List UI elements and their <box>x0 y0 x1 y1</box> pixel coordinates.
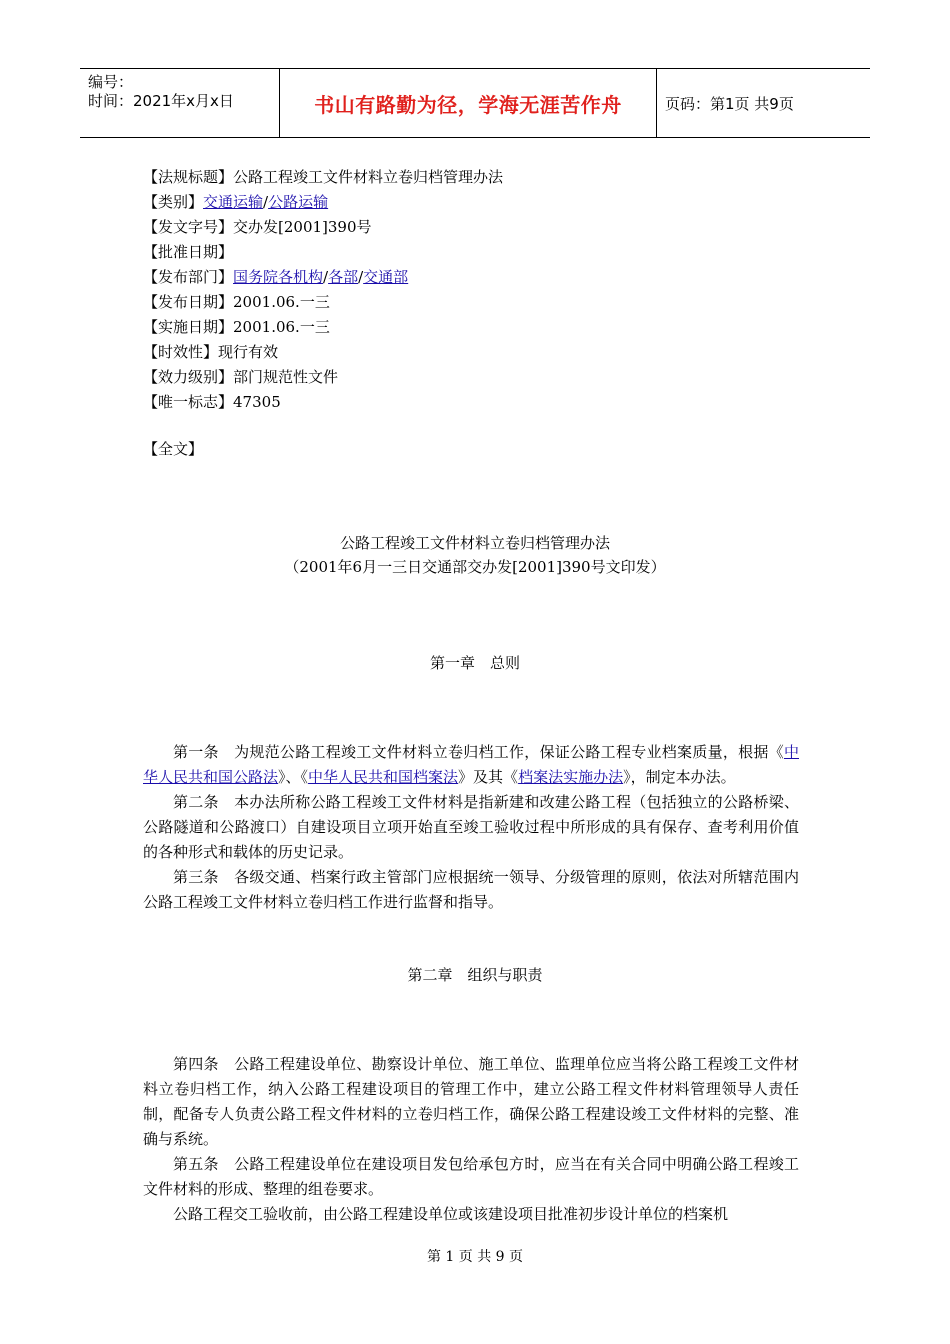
header-left-cell <box>80 69 280 137</box>
header-time-label: 时间：2021年x月x日 <box>88 92 234 110</box>
article-3: 第三条 各级交通、档案行政主管部门应根据统一领导、分级管理的原则，依法对所辖范围内公路工程竣工文件材料立卷归档工作进行监督和指导。 <box>143 868 799 911</box>
metadata-block <box>143 165 503 462</box>
dept-link-ministries[interactable]: 各部 <box>328 268 359 286</box>
meta-fulltext-line <box>143 437 503 462</box>
meta-category-label: 【类别】 <box>143 193 204 211</box>
chapter2-body <box>143 1052 799 1227</box>
article-5: 第五条 公路工程建设单位在建设项目发包给承包方时，应当在有关合同中明确公路工程竣工文件材料的形成、整理的组卷要求。 <box>143 1155 799 1198</box>
meta-effdate-line <box>143 315 503 340</box>
meta-effdate-label: 【实施日期】 <box>143 318 234 336</box>
page-header <box>80 68 870 138</box>
meta-title-value: 公路工程竣工文件材料立卷归档管理办法 <box>233 168 504 186</box>
meta-docno-label: 【发文字号】 <box>143 218 234 236</box>
meta-dept-label: 【发布部门】 <box>143 268 234 286</box>
chapter1-body <box>143 740 799 915</box>
meta-pubdate-value: 2001.06.一三 <box>233 293 330 311</box>
chapter1-heading: 第一章 总则 <box>429 654 520 672</box>
meta-docno-value: 交办发[2001]390号 <box>233 218 372 236</box>
dept-link-state-council[interactable]: 国务院各机构 <box>233 268 324 286</box>
article-1-text: 》及其《 <box>458 768 519 786</box>
dept-link-ministry-transport[interactable]: 交通部 <box>363 268 409 286</box>
article-1 <box>143 740 799 790</box>
link-highway-law[interactable]: 中华人民共和国公路法 <box>143 743 799 786</box>
meta-title-label: 【法规标题】 <box>143 168 234 186</box>
separator: / <box>263 193 269 211</box>
category-link-transport[interactable]: 交通运输 <box>203 193 264 211</box>
meta-docno-line <box>143 215 503 240</box>
separator: / <box>358 268 364 286</box>
category-link-road-transport[interactable]: 公路运输 <box>268 193 329 211</box>
page-footer: 第 1 页 共 9 页 <box>426 1249 524 1265</box>
meta-dept-line <box>143 265 503 290</box>
meta-title-line <box>143 165 503 190</box>
article-1-text: 第一条 为规范公路工程竣工文件材料立卷归档工作，保证公路工程专业档案质量，根据《 <box>173 743 784 761</box>
article-1-text: 》，制定本办法。 <box>623 768 736 786</box>
meta-approve-label: 【批准日期】 <box>143 243 234 261</box>
meta-uid-line <box>143 390 503 415</box>
meta-fulltext-label: 【全文】 <box>143 440 204 458</box>
meta-pubdate-line <box>143 290 503 315</box>
meta-level-value: 部门规范性文件 <box>233 368 339 386</box>
meta-effdate-value: 2001.06.一三 <box>233 318 330 336</box>
article-2: 第二条 本办法所称公路工程竣工文件材料是指新建和改建公路工程（包括独立的公路桥梁、公路隧道和公路渡口）自建设项目立项开始直至竣工验收过程中所形成的具有保存、查考利用价值的各种形式和载体的历史记录。 <box>143 793 799 861</box>
meta-uid-value: 47305 <box>233 393 281 411</box>
header-number-label: 编号： <box>88 73 134 91</box>
header-motto: 书山有路勤为径，学海无涯苦作舟 <box>280 69 657 137</box>
meta-level-label: 【效力级别】 <box>143 368 234 386</box>
link-archives-law-rules[interactable]: 档案法实施办法 <box>518 768 624 786</box>
meta-category-line <box>143 190 503 215</box>
chapter2-heading: 第二章 组织与职责 <box>407 966 543 984</box>
header-page-info: 页码：第1页 共9页 <box>665 94 794 113</box>
meta-level-line <box>143 365 503 390</box>
meta-pubdate-label: 【发布日期】 <box>143 293 234 311</box>
article-5-continued: 公路工程交工验收前，由公路工程建设单位或该建设项目批准初步设计单位的档案机 <box>173 1205 729 1223</box>
meta-validity-line <box>143 340 503 365</box>
doc-title: 公路工程竣工文件材料立卷归档管理办法 <box>339 534 610 552</box>
meta-approve-line <box>143 240 503 265</box>
article-4: 第四条 公路工程建设单位、勘察设计单位、施工单位、监理单位应当将公路工程竣工文件材料立卷归档工作，纳入公路工程建设项目的管理工作中，建立公路工程文件材料管理领导人责任制，配备专人负责公路工程文件材料的立卷归档工作，确保公路工程建设竣工文件材料的完整、准确与系统。 <box>143 1055 799 1148</box>
meta-validity-value: 现行有效 <box>218 343 279 361</box>
doc-subtitle: （2001年6月一三日交通部交办发[2001]390号文印发） <box>284 558 666 576</box>
separator: / <box>323 268 329 286</box>
link-archives-law[interactable]: 中华人民共和国档案法 <box>308 768 459 786</box>
article-1-text: 》、《 <box>278 768 309 786</box>
meta-uid-label: 【唯一标志】 <box>143 393 234 411</box>
meta-validity-label: 【时效性】 <box>143 343 219 361</box>
